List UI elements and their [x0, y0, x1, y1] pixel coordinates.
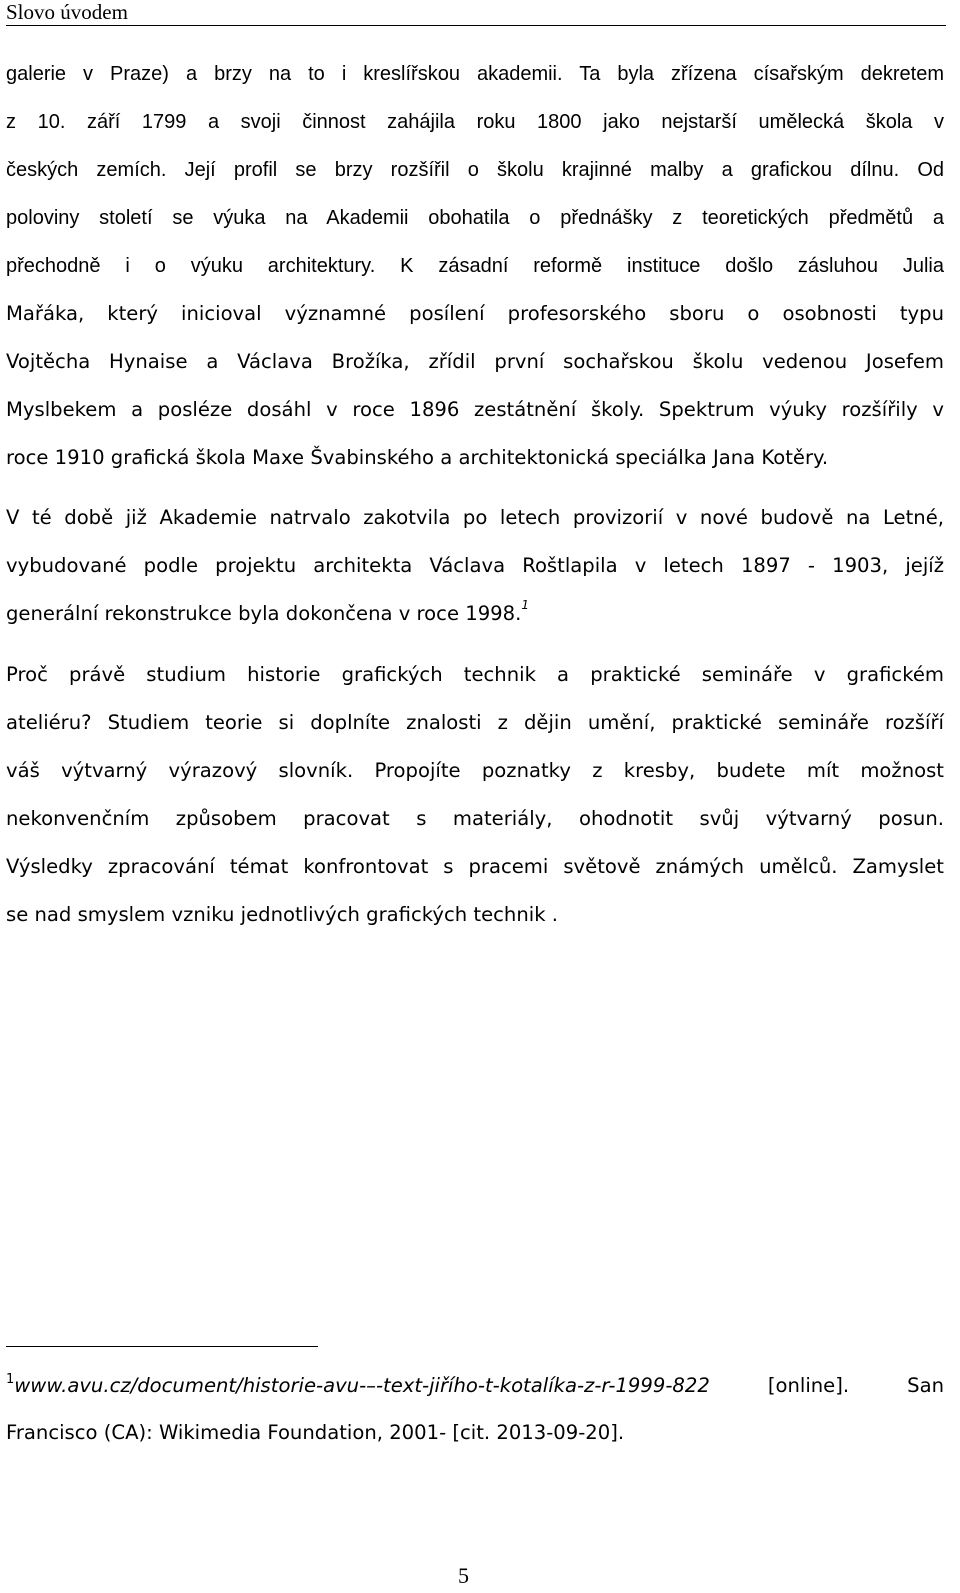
paragraph-3-line: se nad smyslem vzniku jednotlivých grafických technik .	[6, 903, 559, 926]
footnote-text: [online]. San	[709, 1374, 944, 1397]
paragraph-1-line: českých zemích. Její profil se brzy rozšířil o školu krajinné malby a grafickou dílnu. Od	[6, 159, 944, 181]
footnote-number: 1	[6, 1372, 15, 1387]
footnote-url[interactable]: www.avu.cz/document/historie-avu-–-text-jiřího-t-kotalíka-z-r-1999-822	[14, 1374, 710, 1397]
paragraph-1-line: galerie v Praze) a brzy na to i kreslířskou akademii. Ta byla zřízena císařským dekretem	[6, 63, 944, 85]
running-header	[6, 0, 946, 26]
paragraph-3-line: Výsledky zpracování témat konfrontovat s pracemi světově známých umělců. Zamyslet	[6, 855, 944, 878]
footnote-line: Francisco (CA): Wikimedia Foundation, 2001- [cit. 2013-09-20].	[6, 1421, 625, 1444]
page-number: 5	[458, 1563, 469, 1588]
paragraph-1-line: Vojtěcha Hynaise a Václava Brožíka, zřídil první sochařskou školu vedenou Josefem	[6, 350, 944, 373]
paragraph-1-line: z 10. září 1799 a svoji činnost zahájila roku 1800 jako nejstarší umělecká škola v	[6, 111, 944, 133]
paragraph-2-line	[6, 598, 944, 626]
footnote-separator	[6, 1346, 318, 1347]
paragraph-2-line: V té době již Akademie natrvalo zakotvila po letech provizorií v nové budově na Letné,	[6, 506, 944, 529]
paragraph-1-line: přechodně i o výuku architektury. K zásadní reformě instituce došlo zásluhou Julia	[6, 255, 944, 277]
footnote-line	[6, 1374, 944, 1398]
footnote-reference[interactable]: 1	[521, 598, 529, 612]
paragraph-3-line: nekonvenčním způsobem pracovat s materiály, ohodnotit svůj výtvarný posun.	[6, 807, 944, 830]
paragraph-3-line: ateliéru? Studiem teorie si doplníte znalosti z dějin umění, praktické semináře rozšíří	[6, 711, 944, 734]
running-title: Slovo úvodem	[6, 0, 128, 24]
paragraph-1-line: Mařáka, který inicioval významné posílení profesorského sboru o osobnosti typu	[6, 302, 944, 325]
paragraph-2-line: vybudované podle projektu architekta Václava Roštlapila v letech 1897 - 1903, jejíž	[6, 554, 944, 577]
paragraph-2-last-text: generální rekonstrukce byla dokončena v roce 1998.	[6, 602, 522, 625]
paragraph-3-line: Proč právě studium historie grafických technik a praktické semináře v grafickém	[6, 663, 944, 686]
paragraph-1-line: roce 1910 grafická škola Maxe Švabinského a architektonická speciálka Jana Kotěry.	[6, 446, 829, 469]
paragraph-1-line: Myslbekem a posléze dosáhl v roce 1896 zestátnění školy. Spektrum výuky rozšířily v	[6, 398, 944, 421]
paragraph-3-line: váš výtvarný výrazový slovník. Propojíte poznatky z kresby, budete mít možnost	[6, 759, 944, 782]
paragraph-1-line: poloviny století se výuka na Akademii obohatila o přednášky z teoretických předmětů a	[6, 207, 944, 229]
